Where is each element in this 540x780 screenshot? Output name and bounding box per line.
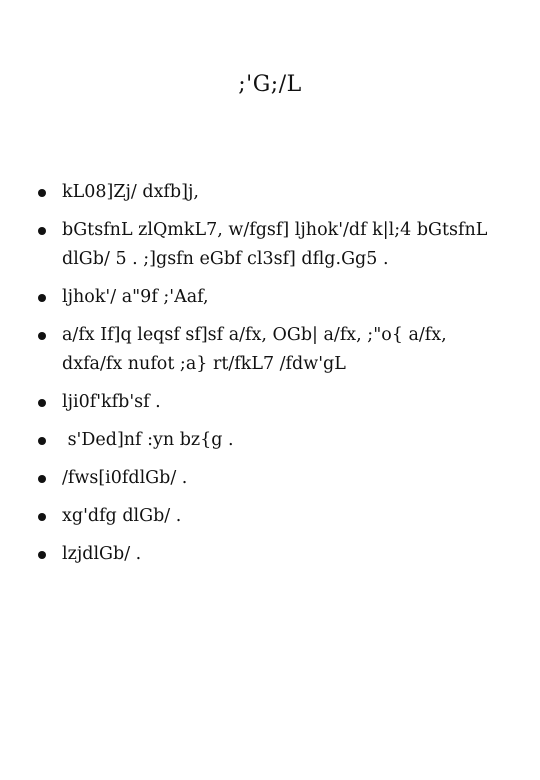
bullet-icon <box>38 551 46 559</box>
bullet-icon <box>38 437 46 445</box>
list-item <box>38 388 508 417</box>
bullet-icon <box>38 332 46 340</box>
list-item <box>38 426 508 455</box>
list-item <box>38 216 508 274</box>
bullet-text: kL08]Zj/ dxfb]j, <box>62 182 199 202</box>
bullet-list <box>38 178 508 578</box>
bullet-text: xg'dfg dlGb/ . <box>62 506 182 526</box>
list-item <box>38 502 508 531</box>
bullet-icon <box>38 513 46 521</box>
bullet-text: bGtsfnL zlQmkL7, w/fgsf] ljhok'/df k|l;4 bGtsfnL dlGb/ 5 . ;]gsfn eGbf cl3sf] dflg.Gg5 . <box>62 220 493 269</box>
list-item <box>38 540 508 569</box>
list-item <box>38 464 508 493</box>
bullet-icon <box>38 189 46 197</box>
bullet-text: s'Ded]nf :yn bz{g . <box>62 430 234 450</box>
list-item <box>38 283 508 312</box>
bullet-text: lzjdlGb/ . <box>62 544 142 564</box>
bullet-text: /fws[i0fdlGb/ . <box>62 468 188 488</box>
list-item <box>38 178 508 207</box>
bullet-icon <box>38 399 46 407</box>
bullet-icon <box>38 475 46 483</box>
list-item <box>38 321 508 379</box>
bullet-icon <box>38 227 46 235</box>
bullet-text: a/fx If]q leqsf sf]sf a/fx, OGb| a/fx, ;"o{ a/fx, dxfa/fx nufot ;a} rt/fkL7 /fdw'gL <box>62 325 453 374</box>
bullet-icon <box>38 294 46 302</box>
bullet-text: ljhok'/ a"9f ;'Aaf, <box>62 287 209 307</box>
slide-title: ;'G;/L <box>238 72 302 97</box>
bullet-text: lji0f'kfb'sf . <box>62 392 161 412</box>
